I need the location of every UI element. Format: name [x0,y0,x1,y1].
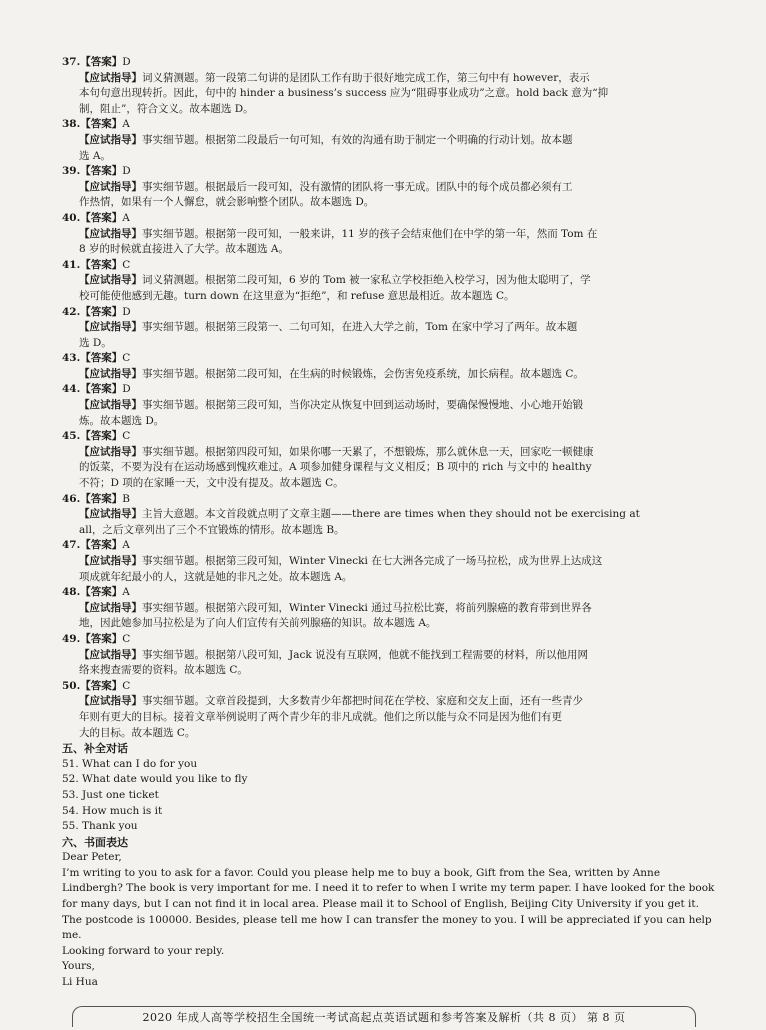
question-number: 42. [62,305,81,318]
guide-text: 事实细节题。文章首段提到，大多数青少年都把时间花在学校、家庭和交友上面，还有一些青少 [142,695,583,708]
section-six-title: 六、书面表达 [62,835,128,849]
guide-text: 作热情，如果有一个人懈怠，就会影响整个团队。故本题选 D。 [79,196,375,209]
guide-text: 8 岁的时候就直接进入了大学。故本题选 A。 [79,243,289,256]
guide-label: 【应试指导】 [79,695,142,708]
answer-item [62,211,666,258]
answer-label: 【答案】 [80,679,123,692]
dialogue-answer: 55. Thank you [62,820,138,833]
guide-line [62,180,666,196]
letter-body-line: Lindbergh? The book is very important for me. I need it to refer to when I write my term paper. I have looked for the book [62,882,715,895]
guide-label: 【应试指导】 [79,555,142,567]
guide-line [62,336,666,352]
guide-text: 事实细节题。根据第四段可知，如果你哪一天累了，不想锻炼，那么就休息一天，回家吃一顿健康 [142,445,594,458]
guide-line [62,663,666,679]
answer-line [62,585,666,601]
guide-text: 本句句意出现转折。因此，句中的 hinder a business’s success 应为“阻碍事业成功”之意。hold back 意为“抑 [79,87,609,100]
guide-line [62,227,666,243]
answer-value: A [122,539,130,552]
question-number: 40. [62,211,81,224]
answer-list [62,55,666,741]
guide-text: 主旨大意题。本文首段就点明了文章主题——there are times when they should not be exercising at [142,508,640,521]
guide-text: 事实细节题。根据第二段最后一句可知，有效的沟通有助于制定一个明确的行动计划。故本题 [142,133,573,146]
guide-line [62,133,666,149]
guide-line [62,367,666,383]
question-number: 49. [62,632,81,645]
guide-text: 校可能使他感到无趣。turn down 在这里意为“拒绝”，和 refuse 意思最相近。故本题选 C。 [79,289,515,302]
answer-label: 【答案】 [80,632,123,645]
answer-value: C [122,679,131,692]
answer-item [62,55,666,117]
guide-text: 事实细节题。根据第六段可知，Winter Vinecki 通过马拉松比赛，将前列腺癌的教育带到世界各 [142,601,592,614]
guide-line [62,648,666,664]
guide-line [62,476,666,492]
answer-line [62,55,666,71]
answer-line [62,538,666,554]
answer-item [62,117,666,164]
answer-item [62,351,666,382]
letter-signature: Li Hua [62,976,98,989]
guide-text: 选 D。 [79,336,112,349]
guide-line [62,616,666,632]
answer-label: 【答案】 [80,492,123,505]
answer-label: 【答案】 [80,383,123,396]
answer-label: 【答案】 [80,430,123,443]
answer-item [62,632,666,679]
guide-label: 【应试指导】 [79,648,142,661]
answer-line [62,679,666,695]
answer-line [62,429,666,445]
answer-value: A [122,118,130,131]
question-number: 43. [62,352,81,365]
dialogue-answer: 54. How much is it [62,804,163,817]
answer-item [62,492,666,539]
question-number: 44. [62,383,81,396]
question-number: 48. [62,586,81,599]
guide-text: 事实细节题。根据第一段可知，一般来讲，11 岁的孩子会结束他们在中学的第一年，然而 Tom 在 [142,227,598,240]
guide-text: 络来搜查需要的资料。故本题选 C。 [79,664,248,677]
guide-label: 【应试指导】 [79,508,142,521]
dialogue-answer: 53. Just one ticket [62,788,159,801]
answer-item [62,305,666,352]
letter-sign-off: Yours, [62,960,95,973]
answer-line [62,351,666,367]
guide-text: 炼。故本题选 D。 [79,414,165,427]
question-number: 47. [62,539,81,552]
guide-line [62,320,666,336]
guide-line [62,86,666,102]
guide-line [62,414,666,430]
guide-text: all，之后文章列出了三个不宜锻炼的情形。故本题选 B。 [79,523,345,536]
guide-text: 制，阻止”，符合文义。故本题选 D。 [79,102,254,115]
answer-item [62,429,666,491]
answer-label: 【答案】 [80,165,123,178]
letter-greeting: Dear Peter, [62,851,122,864]
guide-label: 【应试指导】 [79,227,142,240]
answer-label: 【答案】 [80,305,123,318]
question-number: 45. [62,430,81,443]
page-footer: 2020 年成人高等学校招生全国统一考试高起点英语试题和参考答案及解析（共 8 页） 第 8 页 [72,1006,696,1027]
guide-label: 【应试指导】 [79,445,142,458]
answer-label: 【答案】 [80,211,123,224]
guide-line [62,398,666,414]
dialogue-answers [62,757,666,835]
guide-label: 【应试指导】 [79,71,142,84]
question-number: 37. [62,56,81,68]
answer-value: D [122,305,131,318]
answer-line [62,211,666,227]
letter-body-line: The postcode is 100000. Besides, please tell me how I can transfer the money to you. I will be appreciated if you can help [62,913,712,926]
guide-text: 事实细节题。根据第三段第一、二句可知，在进入大学之前，Tom 在家中学习了两年。故本题 [142,321,578,334]
guide-line [62,195,666,211]
letter-body-line: me. [62,929,82,942]
guide-label: 【应试指导】 [79,133,142,146]
dialogue-answer: 51. What can I do for you [62,757,198,770]
answer-label: 【答案】 [80,56,123,68]
question-number: 38. [62,118,81,131]
section-five [62,741,666,835]
guide-label: 【应试指导】 [79,321,142,334]
guide-line [62,726,666,742]
guide-label: 【应试指导】 [79,367,142,380]
answer-value: D [122,383,131,396]
guide-text: 词义猜测题。第一段第二句讲的是团队工作有助于很好地完成工作，第三句中有 however，表示 [142,71,590,84]
guide-line [62,242,666,258]
answer-value: D [122,165,131,178]
guide-text: 大的目标。故本题选 C。 [79,726,196,739]
answer-value: C [122,258,131,271]
answer-value: B [122,492,130,505]
guide-label: 【应试指导】 [79,274,142,287]
question-number: 41. [62,258,81,271]
answer-line [62,305,666,321]
answer-line [62,258,666,274]
guide-text: 的饭菜，不要为没有在运动场感到愧疚难过。A 项参加健身课程与文义相反；B 项中的 rich 与文中的 healthy [79,461,592,474]
answer-value: C [122,430,131,443]
answer-label: 【答案】 [80,118,123,131]
answer-line [62,164,666,180]
question-number: 46. [62,492,81,505]
guide-text: 项成就年纪最小的人，这就是她的非凡之处。故本题选 A。 [79,570,353,583]
answer-item [62,382,666,429]
answer-item [62,679,666,741]
guide-text: 事实细节题。根据最后一段可知，没有激情的团队将一事无成。团队中的每个成员都必须有工 [142,180,573,193]
guide-line [62,523,666,539]
guide-text: 地，因此她参加马拉松是为了向人们宣传有关前列腺癌的知识。故本题选 A。 [79,617,437,630]
guide-line [62,71,666,87]
guide-text: 词义猜测题。根据第二段可知，6 岁的 Tom 被一家私立学校拒绝入校学习，因为他太聪明了，学 [142,274,591,287]
answer-value: D [122,56,131,68]
guide-line [62,289,666,305]
guide-label: 【应试指导】 [79,399,142,412]
answer-label: 【答案】 [80,539,123,552]
guide-label: 【应试指导】 [79,601,142,614]
answer-value: A [122,586,130,599]
letter-body [62,866,715,944]
guide-text: 事实细节题。根据第三段可知，当你决定从恢复中回到运动场时，要确保慢慢地、小心地开始锻 [142,399,583,412]
guide-line [62,102,666,118]
guide-line [62,273,666,289]
guide-text: 事实细节题。根据第三段可知，Winter Vinecki 在七大洲各完成了一场马拉松，成为世界上达成这 [142,555,603,567]
guide-line [62,601,666,617]
answer-value: C [122,632,131,645]
answer-value: C [122,352,131,365]
guide-text: 选 A。 [79,149,111,162]
answer-label: 【答案】 [80,352,123,365]
guide-text: 不符；D 项的在家睡一天，文中没有提及。故本题选 C。 [79,477,344,490]
letter-closing: Looking forward to your reply. [62,944,225,957]
guide-line [62,710,666,726]
question-number: 39. [62,165,81,178]
answer-label: 【答案】 [80,258,123,271]
question-number: 50. [62,679,81,692]
guide-text: 事实细节题。根据第二段可知，在生病的时候锻炼，会伤害免疫系统，加长病程。故本题选 C。 [142,367,584,380]
answer-label: 【答案】 [80,586,123,599]
answer-item [62,538,666,585]
section-five-title: 五、补全对话 [62,742,128,756]
letter-body-line: I’m writing to you to ask for a favor. Could you please help me to buy a book, Gift from the Sea, written by Anne [62,866,661,879]
guide-text: 年则有更大的目标。接着文章举例说明了两个青少年的非凡成就。他们之所以能与众不同是因为他们有更 [79,710,562,723]
section-six [62,835,715,991]
answer-item [62,258,666,305]
guide-line [62,507,666,523]
dialogue-answer: 52. What date would you like to fly [62,773,248,786]
answer-item [62,585,666,632]
answer-item [62,164,666,211]
guide-label: 【应试指导】 [79,180,142,193]
guide-line [62,149,666,165]
letter-body-line: for many days, but I can not find it in local area. Please mail it to School of English, Beijing City University if you get it. [62,898,699,911]
answer-line [62,117,666,133]
answer-line [62,382,666,398]
guide-line [62,554,666,570]
answer-line [62,632,666,648]
answer-line [62,492,666,508]
guide-line [62,445,666,461]
guide-line [62,694,666,710]
guide-text: 事实细节题。根据第八段可知，Jack 说没有互联网，他就不能找到工程需要的材料，所以他用网 [142,648,589,661]
guide-line [62,460,666,476]
answer-value: A [122,211,130,224]
guide-line [62,570,666,586]
